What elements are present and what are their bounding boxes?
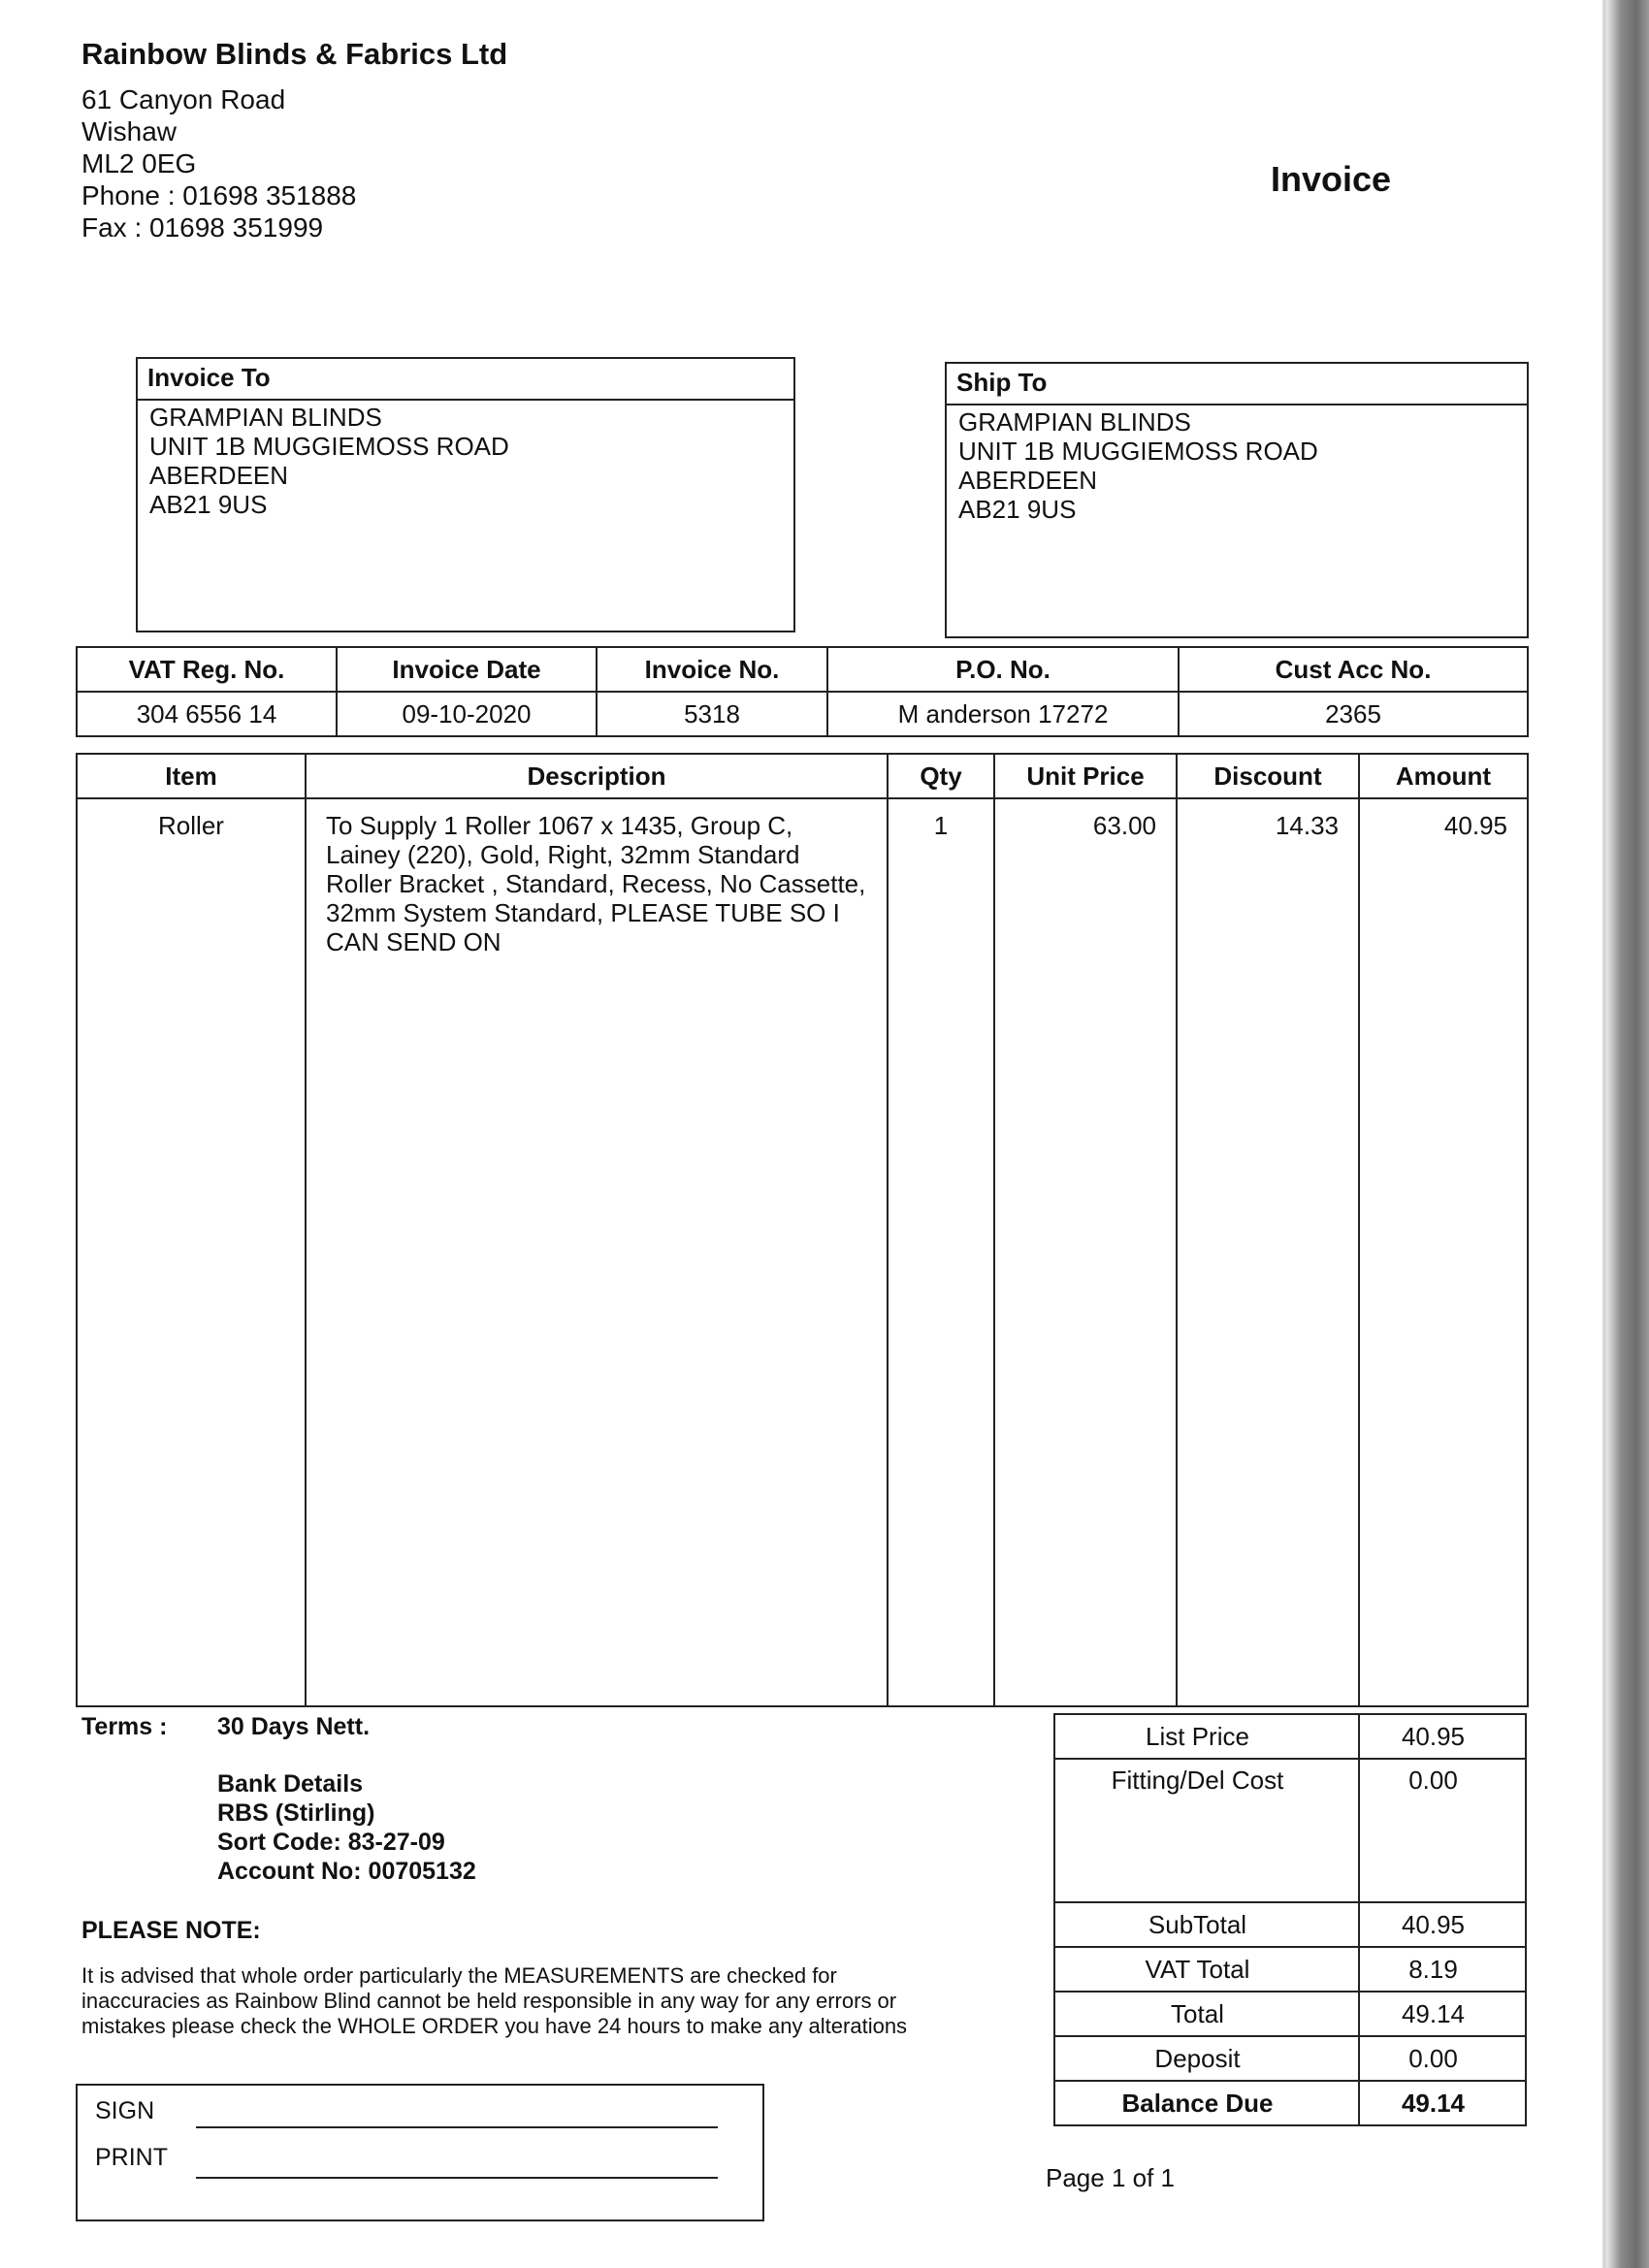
invoice-to-line: ABERDEEN [149,461,289,490]
vat-total-value: 8.19 [1359,1947,1526,1992]
discount-cell: 14.33 [1177,798,1359,1706]
invoice-no-value: 5318 [597,692,827,736]
print-line[interactable] [196,2177,718,2179]
ship-to-address [947,405,1527,526]
cust-acc-header: Cust Acc No. [1179,647,1528,692]
item-cell: Roller [77,798,306,1706]
ship-to-heading: Ship To [947,364,1527,405]
totals-table [1053,1713,1527,2126]
description-line: Lainey (220), Gold, Right, 32mm Standard [326,840,800,869]
description-cell [306,798,888,1706]
fitting-del-cost-label: Fitting/Del Cost [1054,1759,1359,1902]
vat-reg-value: 304 6556 14 [77,692,337,736]
fitting-del-cost-value: 0.00 [1359,1759,1526,1902]
unit-price-column-header: Unit Price [994,754,1177,798]
invoice-to-line: GRAMPIAN BLINDS [149,403,382,432]
ship-to-line: AB21 9US [958,495,1077,524]
bank-details-heading: Bank Details [217,1770,364,1798]
scan-edge-shadow [1606,0,1649,2268]
description-line: 32mm System Standard, PLEASE TUBE SO I [326,898,840,927]
address-line: ML2 0EG [81,148,197,178]
sign-line[interactable] [196,2126,718,2128]
po-no-value: M anderson 17272 [827,692,1179,736]
description-line: To Supply 1 Roller 1067 x 1435, Group C, [326,811,793,840]
unit-price-cell: 63.00 [994,798,1177,1706]
sort-code: Sort Code: 83-27-09 [217,1829,445,1856]
balance-due-label: Balance Due [1054,2081,1359,2125]
company-address [81,83,356,243]
invoice-to-address [138,401,793,521]
sign-label: SIGN [95,2097,155,2124]
description-line: CAN SEND ON [326,927,501,956]
balance-due-value: 49.14 [1359,2081,1526,2125]
subtotal-value: 40.95 [1359,1902,1526,1947]
invoice-to-line: UNIT 1B MUGGIEMOSS ROAD [149,432,509,461]
company-name: Rainbow Blinds & Fabrics Ltd [81,37,508,71]
invoice-to-heading: Invoice To [138,359,793,401]
account-number: Account No: 00705132 [217,1858,476,1885]
qty-cell: 1 [888,798,994,1706]
invoice-header-table [76,646,1529,737]
bank-details [217,1769,476,1886]
please-note-text [81,1963,1013,2039]
ship-to-line: GRAMPIAN BLINDS [958,407,1191,437]
document-title: Invoice [1271,159,1392,199]
amount-column-header: Amount [1359,754,1528,798]
qty-column-header: Qty [888,754,994,798]
fax-line: Fax : 01698 351999 [81,212,324,243]
please-note-title: PLEASE NOTE: [81,1917,261,1944]
invoice-to-line: AB21 9US [149,490,268,519]
table-row [77,798,1528,1706]
vat-reg-header: VAT Reg. No. [77,647,337,692]
note-line: mistakes please check the WHOLE ORDER you have 24 hours to make any alterations [81,2014,908,2038]
list-price-value: 40.95 [1359,1714,1526,1759]
invoice-to-box [136,357,795,632]
terms-value: 30 Days Nett. [217,1713,371,1740]
vat-total-label: VAT Total [1054,1947,1359,1992]
ship-to-line: UNIT 1B MUGGIEMOSS ROAD [958,437,1318,466]
signature-box [76,2084,764,2221]
subtotal-label: SubTotal [1054,1902,1359,1947]
address-line: 61 Canyon Road [81,84,286,114]
ship-to-box [945,362,1529,638]
deposit-label: Deposit [1054,2036,1359,2081]
cust-acc-value: 2365 [1179,692,1528,736]
invoice-date-value: 09-10-2020 [337,692,597,736]
invoice-date-header: Invoice Date [337,647,597,692]
total-label: Total [1054,1992,1359,2036]
amount-cell: 40.95 [1359,798,1528,1706]
note-line: It is advised that whole order particularly the MEASUREMENTS are checked for [81,1963,837,1988]
description-line: Roller Bracket , Standard, Recess, No Cassette, [326,869,866,898]
print-label: PRINT [95,2144,168,2171]
discount-column-header: Discount [1177,754,1359,798]
note-line: inaccuracies as Rainbow Blind cannot be held responsible in any way for any errors or [81,1989,897,2013]
page-indicator: Page 1 of 1 [1046,2163,1175,2192]
invoice-no-header: Invoice No. [597,647,827,692]
po-no-header: P.O. No. [827,647,1179,692]
bank-name: RBS (Stirling) [217,1799,375,1827]
address-line: Wishaw [81,116,178,146]
terms-label: Terms : [81,1713,168,1740]
item-column-header: Item [77,754,306,798]
ship-to-line: ABERDEEN [958,466,1098,495]
description-column-header: Description [306,754,888,798]
line-items-table [76,753,1529,1707]
deposit-value: 0.00 [1359,2036,1526,2081]
list-price-label: List Price [1054,1714,1359,1759]
total-value: 49.14 [1359,1992,1526,2036]
phone-line: Phone : 01698 351888 [81,180,357,211]
